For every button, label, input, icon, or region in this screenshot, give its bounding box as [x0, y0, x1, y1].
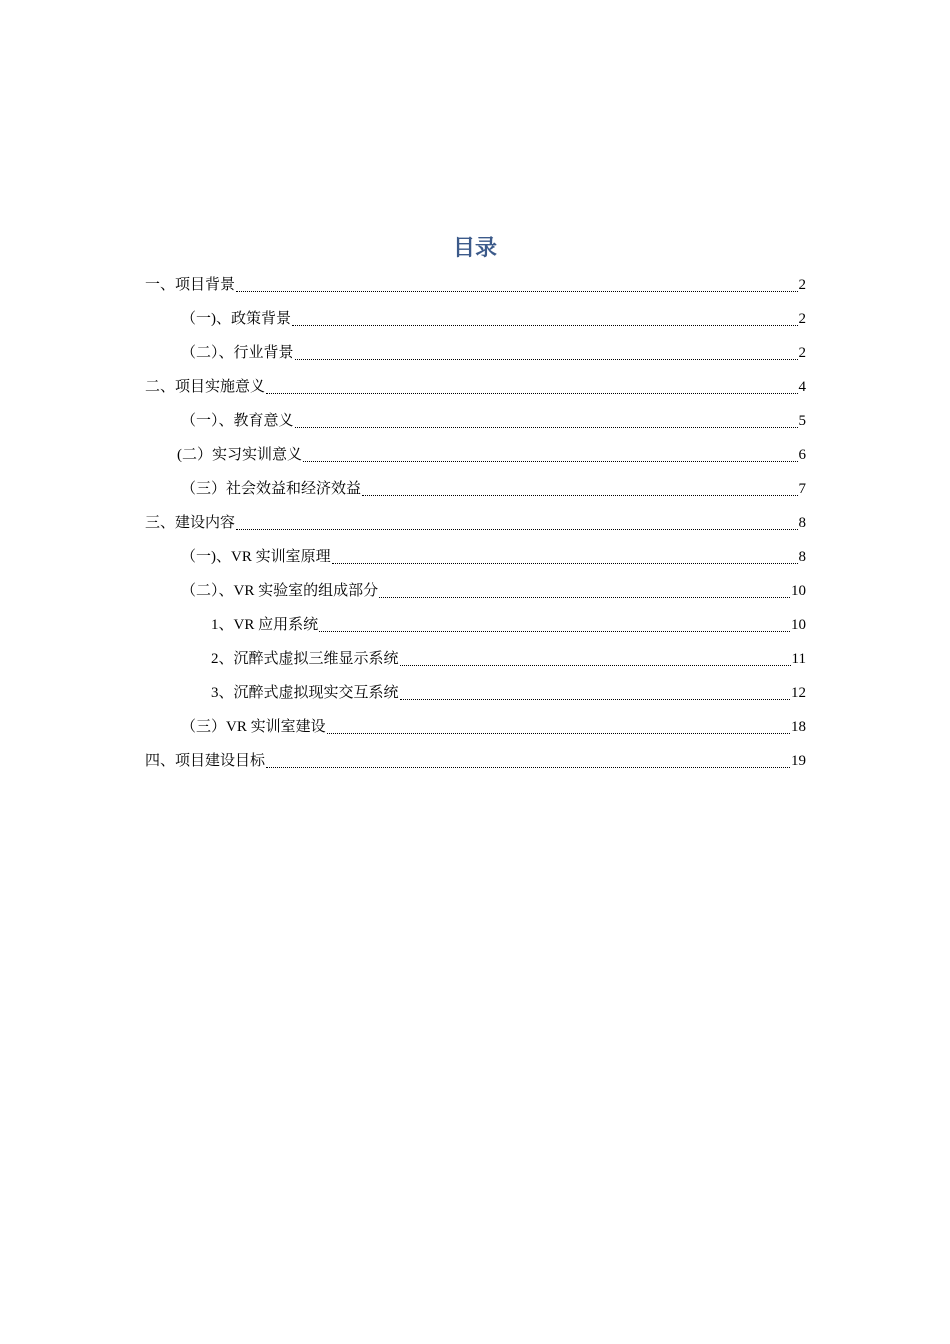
toc-entry[interactable]	[145, 370, 806, 404]
toc-title: 目录	[452, 236, 497, 261]
toc-entry-page: 8	[798, 515, 806, 531]
toc-leader-dots	[379, 596, 790, 598]
toc-entry-text: （三）社会效益和经济效益	[181, 481, 362, 497]
toc-entry-page: 10	[791, 583, 806, 599]
toc-leader-dots	[400, 698, 790, 700]
toc-entry-page: 2	[798, 345, 806, 361]
toc-entry[interactable]	[145, 506, 806, 540]
toc-entry-text: （一)、政策背景	[181, 311, 291, 327]
toc-leader-dots	[327, 732, 790, 734]
toc-entry[interactable]	[145, 642, 806, 676]
toc-entry[interactable]	[145, 336, 806, 370]
toc-entry-page: 6	[798, 447, 806, 463]
toc-entry-text: （一)、VR 实训室原理	[181, 549, 331, 565]
toc-entry-page: 12	[791, 685, 806, 701]
toc-leader-dots	[266, 392, 797, 394]
toc-leader-dots	[236, 290, 797, 292]
toc-entry-text: 二、项目实施意义	[145, 379, 266, 395]
toc-entry[interactable]	[145, 540, 806, 574]
toc-entry-text: （二）、行业背景	[181, 345, 294, 361]
toc-entry-text: 3、沉醉式虚拟现实交互系统	[211, 685, 399, 701]
toc-leader-dots	[295, 358, 798, 360]
toc-entry-page: 2	[798, 311, 806, 327]
toc-entry-text: 四、项目建设目标	[145, 753, 266, 769]
toc-entry[interactable]	[145, 574, 806, 608]
toc-entry-text: （三）VR 实训室建设	[181, 719, 326, 735]
toc-entry-text: 一、项目背景	[145, 277, 236, 293]
toc-entry-page: 2	[798, 277, 806, 293]
toc-leader-dots	[400, 664, 791, 666]
toc-entry-page: 11	[791, 651, 806, 667]
toc-entry-text: 2、沉醉式虚拟三维显示系统	[211, 651, 399, 667]
toc-entry-page: 19	[791, 753, 806, 769]
toc-entry-page: 8	[798, 549, 806, 565]
toc-entry[interactable]	[145, 608, 806, 642]
toc-entry-text: （一）、教育意义	[181, 413, 294, 429]
toc-entry[interactable]	[145, 744, 806, 778]
toc-entry-page: 18	[791, 719, 806, 735]
toc-entry-page: 5	[798, 413, 806, 429]
toc-entry-text: 1、VR 应用系统	[211, 617, 319, 633]
toc-entry[interactable]	[145, 472, 806, 506]
toc-leader-dots	[292, 324, 798, 326]
toc-entry-page: 7	[798, 481, 806, 497]
toc-leader-dots	[303, 460, 798, 462]
toc-entry-text: （二）、VR 实验室的组成部分	[181, 583, 379, 599]
toc-entry[interactable]	[145, 710, 806, 744]
toc-entry-text: 三、建设内容	[145, 515, 236, 531]
toc-leader-dots	[332, 562, 798, 564]
toc-entry[interactable]	[145, 404, 806, 438]
toc-leader-dots	[362, 494, 797, 496]
toc-leader-dots	[266, 766, 790, 768]
toc-leader-dots	[319, 630, 790, 632]
table-of-contents	[145, 268, 806, 778]
toc-entry[interactable]	[145, 302, 806, 336]
toc-entry-page: 10	[791, 617, 806, 633]
toc-leader-dots	[295, 426, 798, 428]
toc-entry[interactable]	[145, 438, 806, 472]
toc-leader-dots	[236, 528, 797, 530]
toc-entry[interactable]	[145, 676, 806, 710]
toc-entry-page: 4	[798, 379, 806, 395]
toc-entry[interactable]	[145, 268, 806, 302]
toc-entry-text: (二）实习实训意义	[177, 447, 302, 463]
